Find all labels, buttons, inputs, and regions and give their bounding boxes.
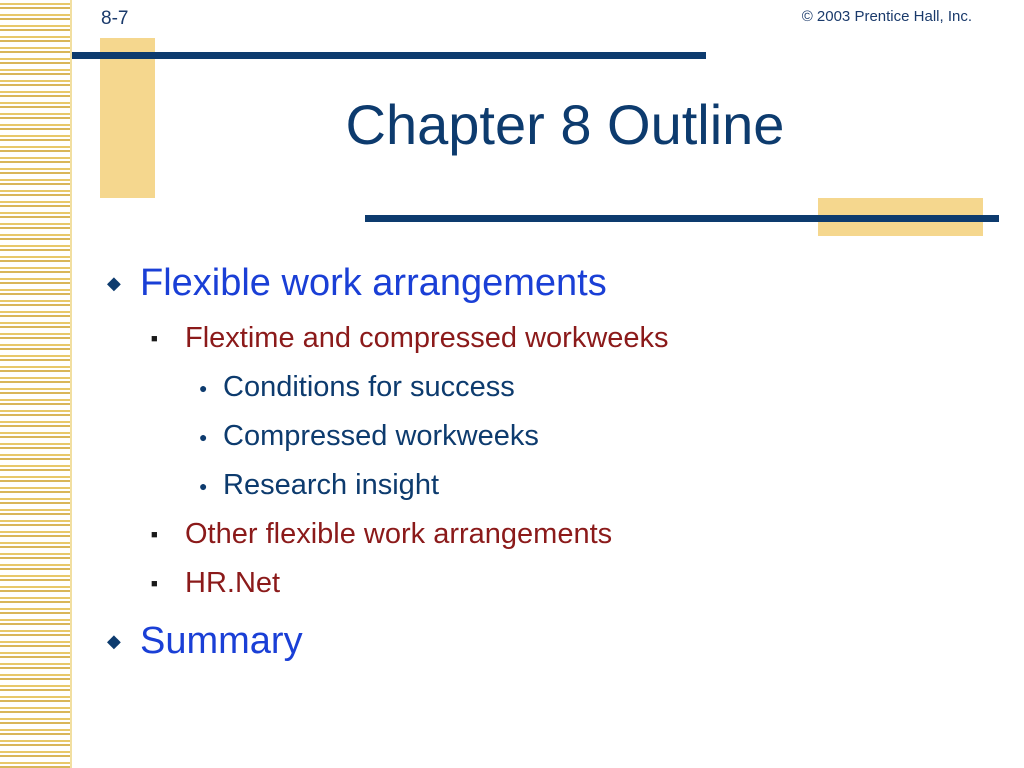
outline-item-level3: [105, 461, 1005, 510]
outline-item-level1: [105, 258, 1005, 308]
square-icon: ■: [151, 528, 158, 541]
outline-item-level3: [105, 412, 1005, 461]
outline-text: HR.Net: [185, 567, 281, 599]
decorative-stripes: [0, 0, 72, 768]
decorative-rule-bottom: [365, 215, 999, 222]
outline-item-level2: [105, 510, 1005, 559]
decorative-rule-top: [72, 52, 706, 59]
dot-icon: ●: [199, 379, 208, 396]
outline-item-level2: [105, 314, 1005, 363]
slide-number: 8-7: [101, 8, 129, 29]
outline-text: Other flexible work arrangements: [185, 518, 613, 550]
outline-item-level2: [105, 559, 1005, 608]
slide-title: Chapter 8 Outline: [345, 93, 785, 156]
outline-text: Summary: [140, 620, 303, 662]
outline-text: Conditions for success: [223, 371, 515, 403]
copyright-notice: © 2003 Prentice Hall, Inc.: [801, 8, 972, 25]
dot-icon: ●: [199, 477, 208, 494]
outline-text: Flexible work arrangements: [140, 262, 607, 304]
outline-item-level3: [105, 363, 1005, 412]
outline-item-level1: [105, 616, 1005, 666]
square-icon: ■: [151, 577, 158, 590]
diamond-icon: ◆: [107, 273, 121, 293]
outline-text: Research insight: [223, 469, 439, 501]
outline-list: [105, 258, 1005, 666]
outline-text: Compressed workweeks: [223, 420, 539, 452]
diamond-icon: ◆: [107, 631, 121, 651]
square-icon: ■: [151, 332, 158, 345]
dot-icon: ●: [199, 428, 208, 445]
decorative-gold-box-top: [100, 38, 155, 198]
outline-text: Flextime and compressed workweeks: [185, 322, 669, 354]
